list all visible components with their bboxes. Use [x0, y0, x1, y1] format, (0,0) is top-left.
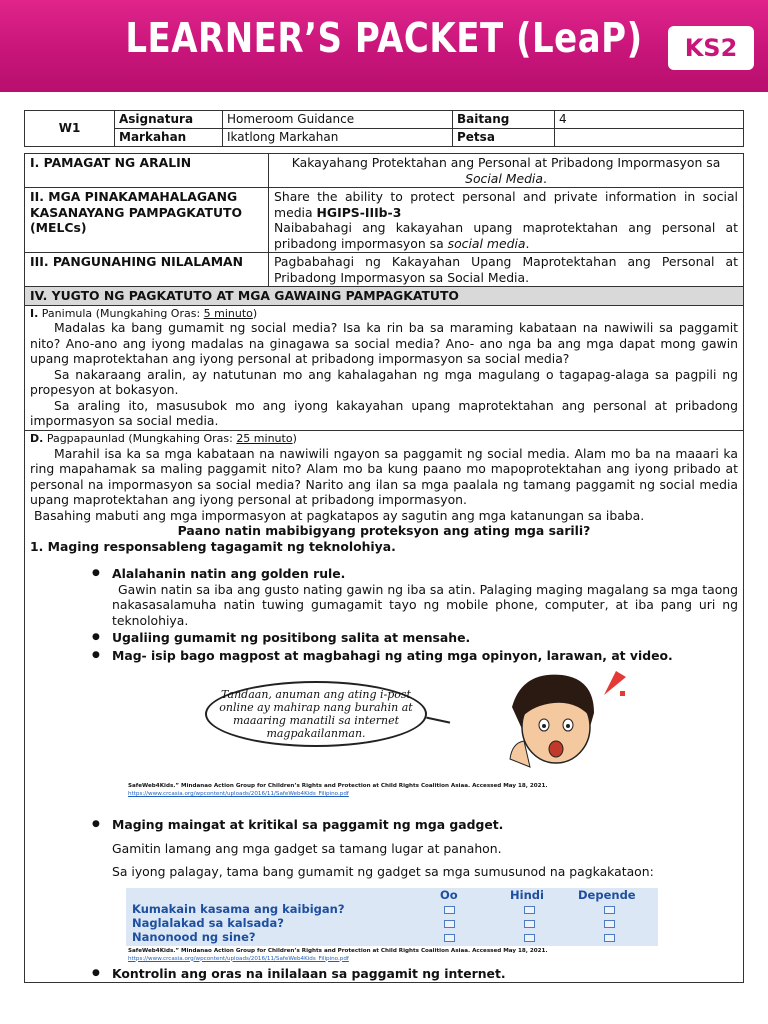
pagpapaunlad-heading: D. Pagpapaunlad (Mungkahing Oras: 25 minuto): [30, 431, 297, 445]
bullet-control-time: ● Kontrolin ang oras na inilalaan sa paggamit ng internet.: [92, 966, 738, 982]
banner-title: LEARNER’S PACKET (LeaP): [125, 14, 643, 63]
section-activities-label: IV. YUGTO NG PAGKATUTO AT MGA GAWAING PAMPAGKATUTO: [25, 287, 744, 306]
petsa-value: [555, 129, 744, 147]
week-label: W1: [25, 111, 115, 147]
panimula-heading: I. Panimula (Mungkahing Oras: 5 minuto): [30, 306, 258, 320]
pagpapaunlad-section: [25, 430, 744, 982]
survey-credit: SafeWeb4Kids.” Mindanao Action Group for Children’s Rights and Protection at Child Rights Coalition Asiaa. Accessed May 18, 2021.: [128, 947, 548, 954]
panimula-section: [25, 305, 744, 430]
survey-credit-link[interactable]: https://www.crcasia.org/wpcontent/uploads/2016/11/SafeWeb4Kids_Filipino.pdf: [128, 955, 349, 962]
survey-header-hindi: Hindi: [510, 887, 544, 902]
header-table: [24, 110, 744, 147]
checkbox-q3-depende[interactable]: [604, 934, 615, 942]
checkbox-q2-depende[interactable]: [604, 920, 615, 928]
gadget-text-2: Sa iyong palagay, tama bang gumamit ng gadget sa mga sumusunod na pagkakataon:: [112, 864, 654, 879]
section-melcs-label: II. MGA PINAKAMAHALAGANG KASANAYANG PAMPAGKATUTO (MELCs): [25, 188, 269, 253]
baitang-value: 4: [555, 111, 744, 129]
image-credit: SafeWeb4Kids.” Mindanao Action Group for Children’s Rights and Protection at Child Rights Coalition Asiaa. Accessed May 18, 2021.: [128, 783, 548, 789]
pagpapaunlad-p1: Marahil isa ka sa mga kabataan na nawiwili ngayon sa paggamit ng social media. Alam mo ba na maaari ka ring mapahamak sa maling paggamit nito? Alam mo ba kung paano mo mapoprotektahan ang iyong pribado at personal na impormasyon sa social media? Narito ang ilan sa mga paalala ng tamang paggamit ng social media upang maprotektahan ang iyong personal at pribadong impormasyon.: [30, 445, 738, 507]
survey-question-1: Kumakain kasama ang kaibigan?: [132, 901, 345, 916]
survey-credit-wrap: [30, 946, 738, 964]
bullet-gadget-careful: ● Maging maingat at kritikal sa paggamit ng mga gadget.: [92, 817, 738, 833]
checkbox-q1-hindi[interactable]: [524, 906, 535, 914]
pagpapaunlad-question: Paano natin mabibigyang proteksyon ang ating mga sarili?: [177, 523, 591, 538]
speech-tail: [424, 717, 450, 736]
speech-bubble: Tandaan, anuman ang ating i-post online ay mahirap nang burahin at maaaring manatili sa internet magpakailanman.: [205, 681, 427, 747]
panimula-p2: Sa nakaraang aralin, ay natutunan mo ang kahalagahan ng mga magulang o tagapag-alaga sa pagpili ng propesyon at bokasyon.: [30, 366, 738, 398]
markahan-value: Ikatlong Markahan: [223, 129, 453, 147]
section-title-label: I. PAMAGAT NG ARALIN: [25, 154, 269, 188]
survey-question-3: Nanonood ng sine?: [132, 929, 256, 944]
checkbox-q3-oo[interactable]: [444, 934, 455, 942]
section-content-label: III. PANGUNAHING NILALAMAN: [25, 253, 269, 287]
gadget-survey-table: [126, 888, 658, 946]
panimula-p3: Sa araling ito, masusubok mo ang iyong kakayahan upang maprotektahan ang personal at pribadong impormasyon sa social media.: [30, 397, 738, 429]
checkbox-q1-depende[interactable]: [604, 906, 615, 914]
checkbox-q3-hindi[interactable]: [524, 934, 535, 942]
bullet-list: [92, 566, 738, 663]
markahan-label: Markahan: [115, 129, 223, 147]
document-body: [24, 110, 744, 983]
section-content-value: Pagbabahagi ng Kakayahan Upang Maprotektahan ang Personal at Pribadong Impormasyon sa Social Media.: [269, 253, 744, 287]
bullet-positive-words: ● Ugaliing gumamit ng positibong salita at mensahe.: [92, 630, 738, 646]
asignatura-value: Homeroom Guidance: [223, 111, 453, 129]
bullet-think-before-post: ● Mag- isip bago magpost at magbahagi ng ating mga opinyon, larawan, at video.: [92, 648, 738, 664]
survey-question-2: Naglalakad sa kalsada?: [132, 915, 284, 930]
baitang-label: Baitang: [453, 111, 555, 129]
checkbox-q1-oo[interactable]: [444, 906, 455, 914]
panimula-p1: Madalas ka bang gumamit ng social media? Isa ka rin ba sa maraming kabataan na nawiwili sa paggamit nito? Ano-ano ang iyong madalas na ginagawa sa social media? Ano- ano nga ba ang mga dapat mong gawin upang maprotektahan ang iyong personal at pribadong impormasyon sa social media?: [30, 320, 738, 367]
asignatura-label: Asignatura: [115, 111, 223, 129]
header-banner: [0, 0, 768, 92]
cartoon-face-icon: [482, 667, 622, 772]
section-melcs-value: Share the ability to protect personal and private information in social media HGIPS-IIIb-3 Naibabahagi ang kakayahan upang maprotektahan ang personal at pribadong impormasyon sa social media.: [269, 188, 744, 253]
image-credit-link[interactable]: https://www.crcasia.org/wpcontent/uploads/2016/11/SafeWeb4Kids_Filipino.pdf: [128, 791, 349, 797]
bullet-list-2: [92, 817, 738, 880]
petsa-label: Petsa: [453, 129, 555, 147]
gadget-text-1: Gamitin lamang ang mga gadget sa tamang lugar at panahon.: [112, 840, 502, 856]
checkbox-q2-hindi[interactable]: [524, 920, 535, 928]
section-title-value: Kakayahang Protektahan ang Personal at Pribadong Impormasyon sa Social Media.: [269, 154, 744, 188]
ks-badge: KS2: [668, 26, 754, 70]
pagpapaunlad-heading1: 1. Maging responsableng tagagamit ng teknolohiya.: [30, 538, 396, 554]
bullet-golden-rule: ● Alalahanin natin ang golden rule.: [92, 566, 738, 582]
survey-header-oo: Oo: [440, 887, 458, 902]
exclamation-icon: [602, 669, 628, 699]
survey-header-depende: Depende: [578, 887, 636, 902]
lesson-table: [24, 153, 744, 983]
pagpapaunlad-p2: Basahing mabuti ang mga impormasyon at pagkatapos ay sagutin ang mga katanungan sa ibaba.: [34, 507, 645, 523]
golden-rule-text: Gawin natin sa iba ang gusto nating gawin ng iba sa atin. Palaging maging magalang sa mga taong nakasasalamuha natin tuwing gumagamit tayo ng mobile phone, computer, at iba pang uri ng teknolohiya.: [112, 581, 738, 628]
checkbox-q2-oo[interactable]: [444, 920, 455, 928]
bullet-list-3: [92, 966, 738, 982]
cartoon-illustration: [30, 667, 738, 815]
